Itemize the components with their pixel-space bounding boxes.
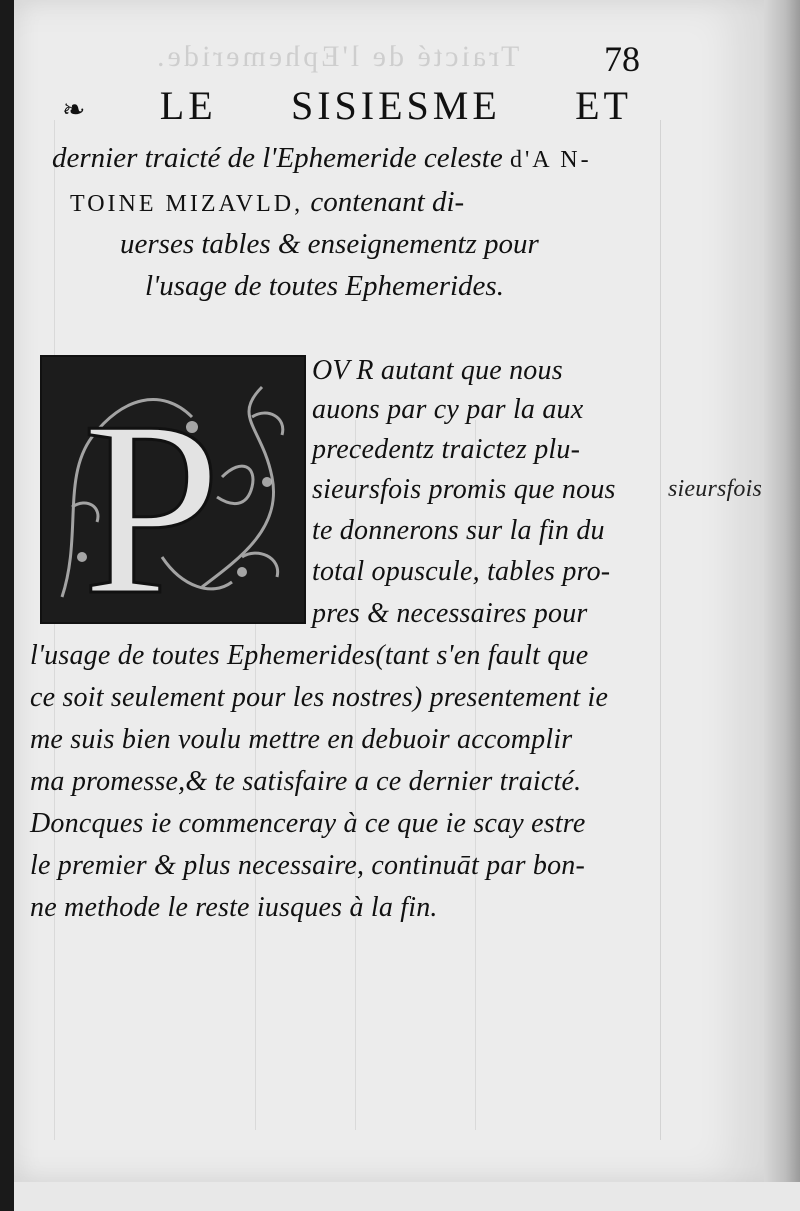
body-line: l'usage de toutes Ephemerides(tant s'en fault que xyxy=(30,640,589,671)
initial-glyph: P xyxy=(82,370,222,622)
subtitle-italic: dernier traicté de l'Ephemeride celeste xyxy=(52,142,503,174)
body-line: ne methode le reste iusques à la fin. xyxy=(30,892,438,923)
body-line: te donnerons sur la fin du xyxy=(312,515,605,546)
body-line: le premier & plus necessaire, continuāt par bon- xyxy=(30,850,585,881)
title-word: ET xyxy=(575,83,632,128)
subtitle-caps: TOINE MIZAVLD, xyxy=(70,191,304,217)
body-line: ma promesse,& te satisfaire a ce dernier traicté. xyxy=(30,766,582,797)
fleuron-ornament-icon: ❧ xyxy=(62,95,86,126)
subtitle-italic: contenant di- xyxy=(310,186,465,218)
body-line: precedentz traictez plu- xyxy=(312,434,581,465)
subtitle-line-2 xyxy=(70,186,464,219)
facing-page-margin-text: sieursfois xyxy=(668,476,763,502)
body-line: pres & necessaires pour xyxy=(312,598,588,629)
body-line: ce soit seulement pour les nostres) presentement ie xyxy=(30,682,609,713)
subtitle-line-3: uerses tables & enseignementz pour xyxy=(120,228,539,260)
body-line: me suis bien voulu mettre en debuoir accomplir xyxy=(30,724,573,755)
bleed-through-text: Traicté de l'Ephemeride. xyxy=(154,40,520,73)
page-number: 78 xyxy=(604,39,640,79)
body-line: Doncques ie commenceray à ce que ie scay estre xyxy=(30,808,586,839)
floral-initial-ornament-icon xyxy=(42,357,304,622)
subtitle-line-4: l'usage de toutes Ephemerides. xyxy=(145,270,504,302)
body-line: total opuscule, tables pro- xyxy=(312,556,611,587)
body-line: sieursfois promis que nous xyxy=(312,474,616,505)
chapter-title xyxy=(62,82,632,129)
facing-page-edge xyxy=(764,0,800,1211)
subtitle-caps: d'A N- xyxy=(509,147,592,173)
page-bottom-edge xyxy=(14,1182,800,1211)
body-line: auons par cy par la aux xyxy=(312,394,584,425)
title-word: LE xyxy=(159,83,217,128)
title-word: SISIESME xyxy=(290,83,501,128)
subtitle-line-1 xyxy=(52,142,592,175)
decorated-initial-letter xyxy=(40,355,306,624)
body-line: OV R autant que nous xyxy=(312,355,563,386)
